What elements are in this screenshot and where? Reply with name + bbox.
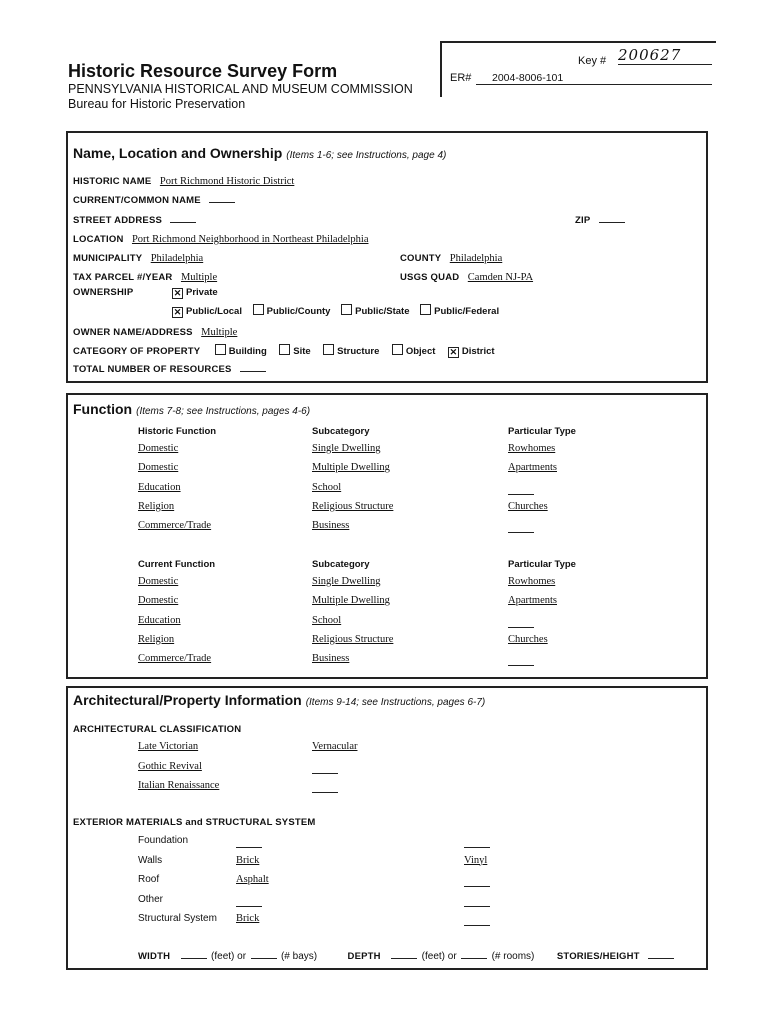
blank-line[interactable] <box>236 839 262 848</box>
material-secondary-cell[interactable] <box>464 894 490 912</box>
er-label: ER# <box>450 72 472 84</box>
ownership-public-county[interactable]: Public/County <box>253 306 331 317</box>
subcategory-cell[interactable]: Multiple Dwelling <box>312 595 390 607</box>
checkbox-icon[interactable] <box>253 304 264 315</box>
historic-name-row <box>73 171 294 189</box>
material-label: Walls <box>138 854 163 866</box>
ownership-public-state[interactable]: Public/State <box>341 306 409 317</box>
function-section-title: Function <box>73 401 133 417</box>
arch-section-heading <box>73 692 485 708</box>
arch-style-cell[interactable]: Italian Renaissance <box>138 780 220 791</box>
municipality-value[interactable]: Philadelphia <box>150 253 204 264</box>
particular-type-cell[interactable] <box>508 615 534 633</box>
width-bays-field[interactable] <box>251 950 277 959</box>
location-row <box>73 229 368 247</box>
arch-style-cell[interactable]: Vernacular <box>312 741 358 752</box>
subcategory-cell[interactable]: Religious Structure <box>312 500 394 512</box>
stories-field[interactable] <box>648 950 674 959</box>
category-label: CATEGORY OF PROPERTY <box>73 346 201 357</box>
owner-value[interactable]: Multiple <box>201 327 238 338</box>
particular-type-cell[interactable]: Rowhomes <box>508 576 556 587</box>
material-secondary-cell[interactable] <box>464 874 490 892</box>
usgs-label: USGS QUAD <box>400 272 460 283</box>
tax-parcel-label: TAX PARCEL #/YEAR <box>73 272 173 283</box>
usgs-value[interactable]: Camden NJ-PA <box>467 272 534 283</box>
ownership-public-options <box>172 304 499 318</box>
ownership-public-federal[interactable]: Public/Federal <box>420 306 499 317</box>
blank-line[interactable] <box>508 657 534 666</box>
function-cell[interactable]: Education <box>138 614 181 626</box>
subcategory-cell[interactable]: Religious Structure <box>312 633 394 645</box>
width-feet-field[interactable] <box>181 950 207 959</box>
material-primary-cell[interactable]: Brick <box>236 913 260 924</box>
subcategory-cell[interactable]: School <box>312 481 342 493</box>
total-resources-field[interactable] <box>240 363 266 372</box>
county-value[interactable]: Philadelphia <box>449 253 503 264</box>
arch-classification-label: ARCHITECTURAL CLASSIFICATION <box>73 724 242 735</box>
particular-type-cell[interactable] <box>508 653 534 671</box>
particular-type-cell[interactable] <box>508 482 534 500</box>
width-feet-label: (feet) or <box>211 951 247 962</box>
blank-line[interactable] <box>312 765 338 774</box>
checkbox-checked-icon[interactable]: ✕ <box>173 288 182 298</box>
checkbox-icon[interactable] <box>323 344 334 355</box>
material-primary-cell[interactable] <box>236 894 262 912</box>
subcategory-cell[interactable]: School <box>312 614 342 626</box>
historic-particular-header: Particular Type <box>508 426 576 437</box>
arch-section-note: (Items 9-14; see Instructions, pages 6-7) <box>305 697 486 708</box>
dimensions-row <box>138 946 674 964</box>
subcategory-cell[interactable]: Single Dwelling <box>312 576 381 587</box>
commission-name: PENNSYLVANIA HISTORICAL AND MUSEUM COMMISSION <box>68 82 413 96</box>
particular-type-cell[interactable]: Churches <box>508 500 548 512</box>
blank-line[interactable] <box>236 898 262 907</box>
depth-feet-field[interactable] <box>391 950 417 959</box>
blank-line[interactable] <box>464 878 490 887</box>
function-cell[interactable]: Domestic <box>138 576 179 587</box>
material-secondary-cell[interactable] <box>464 913 490 931</box>
stories-label: STORIES/HEIGHT <box>556 951 640 962</box>
material-label: Foundation <box>138 835 189 846</box>
blank-line[interactable] <box>464 839 490 848</box>
owner-label: OWNER NAME/ADDRESS <box>73 327 193 338</box>
checkbox-icon[interactable] <box>279 344 290 355</box>
particular-type-cell[interactable]: Rowhomes <box>508 443 556 454</box>
key-value[interactable]: 200627 <box>618 46 712 65</box>
material-label: Roof <box>138 874 160 885</box>
ownership-public-local[interactable]: ✕ Public/Local <box>173 306 242 317</box>
function-cell[interactable]: Education <box>138 481 181 493</box>
material-primary-cell[interactable]: Brick <box>236 854 260 866</box>
function-cell[interactable]: Domestic <box>138 595 179 607</box>
blank-line[interactable] <box>508 524 534 533</box>
function-cell[interactable]: Religion <box>138 500 175 512</box>
arch-section-title: Architectural/Property Information <box>73 692 302 708</box>
particular-type-cell[interactable]: Apartments <box>508 462 557 474</box>
historic-subcategory-header: Subcategory <box>312 426 370 437</box>
municipality-row <box>73 248 203 266</box>
location-label: LOCATION <box>73 234 124 245</box>
historic-name-value[interactable]: Port Richmond Historic District <box>159 176 295 187</box>
blank-line[interactable] <box>464 917 490 926</box>
common-name-field[interactable] <box>209 194 235 203</box>
blank-line[interactable] <box>508 619 534 628</box>
function-section-heading <box>73 401 310 417</box>
subcategory-cell[interactable]: Single Dwelling <box>312 443 381 454</box>
bureau-name: Bureau for Historic Preservation <box>68 97 246 111</box>
owner-row <box>73 322 237 340</box>
county-row <box>400 248 502 266</box>
depth-rooms-field[interactable] <box>461 950 487 959</box>
ownership-label: OWNERSHIP <box>73 287 134 298</box>
checkbox-icon[interactable] <box>215 344 226 355</box>
current-particular-header: Particular Type <box>508 559 576 570</box>
rooms-label: (# rooms) <box>491 951 535 962</box>
county-label: COUNTY <box>400 253 442 264</box>
material-primary-cell[interactable] <box>236 835 262 853</box>
arch-style-cell[interactable] <box>312 780 338 798</box>
tax-parcel-row <box>73 267 217 285</box>
category-object[interactable]: Object <box>392 346 436 357</box>
street-address-field[interactable] <box>170 214 196 223</box>
material-label: Other <box>138 893 164 905</box>
current-subcategory-header: Subcategory <box>312 559 370 570</box>
checkbox-checked-icon[interactable]: ✕ <box>449 347 458 357</box>
street-address-row <box>73 210 196 228</box>
arch-style-cell[interactable]: Gothic Revival <box>138 760 202 772</box>
form-title: Historic Resource Survey Form <box>68 61 338 81</box>
width-label: WIDTH <box>138 951 171 962</box>
function-cell[interactable]: Domestic <box>138 462 179 474</box>
total-resources-row <box>73 359 266 377</box>
zip-label: ZIP <box>575 215 591 226</box>
street-address-label: STREET ADDRESS <box>73 215 163 226</box>
name-section-note: (Items 1-6; see Instructions, page 4) <box>286 150 447 161</box>
total-resources-label: TOTAL NUMBER OF RESOURCES <box>73 364 232 375</box>
checkbox-icon[interactable] <box>341 304 352 315</box>
particular-type-cell[interactable]: Apartments <box>508 595 557 607</box>
blank-line[interactable] <box>508 486 534 495</box>
ownership-private[interactable]: ✕ Private <box>173 287 218 298</box>
depth-feet-label: (feet) or <box>421 951 457 962</box>
historic-name-label: HISTORIC NAME <box>73 176 152 187</box>
checkbox-icon[interactable] <box>420 304 431 315</box>
category-structure[interactable]: Structure <box>323 346 379 357</box>
arch-style-cell[interactable]: Late Victorian <box>138 741 199 752</box>
municipality-label: MUNICIPALITY <box>73 253 143 264</box>
tax-parcel-value[interactable]: Multiple <box>180 272 218 283</box>
subcategory-cell[interactable]: Multiple Dwelling <box>312 462 390 474</box>
name-section-title: Name, Location and Ownership <box>73 145 283 161</box>
usgs-row <box>400 267 533 285</box>
subcategory-cell[interactable]: Business <box>312 653 350 665</box>
location-value[interactable]: Port Richmond Neighborhood in Northeast Philadelphia <box>131 234 369 245</box>
er-value[interactable]: 2004-8006-101 <box>476 72 712 85</box>
depth-label: DEPTH <box>347 951 381 962</box>
common-name-label: CURRENT/COMMON NAME <box>73 195 201 206</box>
function-cell[interactable]: Religion <box>138 633 175 645</box>
particular-type-cell[interactable]: Churches <box>508 633 548 645</box>
checkbox-checked-icon[interactable]: ✕ <box>173 307 182 317</box>
category-site[interactable]: Site <box>279 346 310 357</box>
function-cell[interactable]: Commerce/Trade <box>138 653 212 665</box>
category-district[interactable]: ✕ District <box>449 346 495 357</box>
particular-type-cell[interactable] <box>508 520 534 538</box>
zip-row <box>575 210 625 228</box>
subcategory-cell[interactable]: Business <box>312 520 350 532</box>
material-secondary-cell[interactable]: Vinyl <box>464 854 488 866</box>
function-section-note: (Items 7-8; see Instructions, pages 4-6) <box>136 406 311 417</box>
historic-function-header: Historic Function <box>138 426 217 437</box>
material-secondary-cell[interactable] <box>464 835 490 853</box>
key-label: Key # <box>578 55 607 67</box>
arch-style-cell[interactable] <box>312 761 338 779</box>
function-cell[interactable]: Domestic <box>138 443 179 454</box>
function-cell[interactable]: Commerce/Trade <box>138 520 212 532</box>
current-function-header: Current Function <box>138 559 216 570</box>
blank-line[interactable] <box>464 898 490 907</box>
bays-label: (# bays) <box>280 951 318 962</box>
category-building[interactable]: Building <box>215 346 267 357</box>
category-row <box>73 341 495 359</box>
common-name-row <box>73 190 235 208</box>
name-section-heading <box>73 145 446 161</box>
zip-field[interactable] <box>599 214 625 223</box>
materials-label: EXTERIOR MATERIALS and STRUCTURAL SYSTEM <box>73 817 316 828</box>
material-primary-cell[interactable]: Asphalt <box>236 874 269 885</box>
checkbox-icon[interactable] <box>392 344 403 355</box>
blank-line[interactable] <box>312 784 338 793</box>
material-label: Structural System <box>138 913 217 924</box>
